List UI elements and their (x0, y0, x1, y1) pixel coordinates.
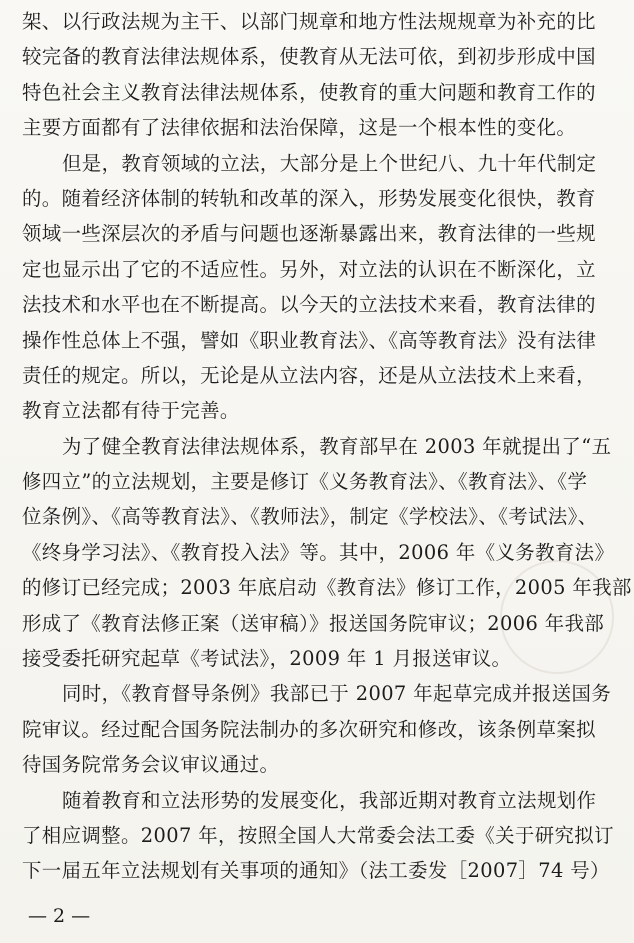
text-line: 同时，《教育督导条例》我部已于 2007 年起草完成并报送国务 (62, 682, 612, 706)
text-line: 特色社会主义教育法律法规体系，使教育的重大问题和教育工作的 (22, 80, 596, 104)
text-line: 形成了《教育法修正案（送审稿）》报送国务院审议；2006 年我部 (22, 611, 605, 635)
text-line: 随着教育和立法形势的发展变化，我部近期对教育立法规划作 (62, 788, 597, 812)
text-line: 架、以行政法规为主干、以部门规章和地方性法规规章为补充的比 (22, 10, 596, 33)
text-line: 的。随着经济体制的转轨和改革的深入，形势发展变化很快，教育 (22, 186, 596, 210)
text-line: 定也显示出了它的不适应性。另外，对立法的认识在不断深化，立 (22, 257, 596, 281)
page-number: — 2 — (28, 905, 91, 927)
text-line: 操作性总体上不强，譬如《职业教育法》、《高等教育法》没有法律 (22, 328, 597, 352)
text-line: 院审议。经过配合国务院法制办的多次研究和修改，该条例草案拟 (22, 717, 596, 741)
text-line: 但是，教育领域的立法，大部分是上个世纪八、九十年代制定 (62, 151, 597, 175)
text-line: 《终身学习法》、《教育投入法》等。其中，2006 年《义务教育法》 (22, 540, 615, 564)
text-line: 位条例》、《高等教育法》、《教师法》，制定《学校法》、《考试法》、 (22, 505, 598, 529)
text-line: 接受委托研究起草《考试法》，2009 年 1 月报送审议。 (22, 647, 512, 671)
text-line: 修四立”的立法规划，主要是修订《义务教育法》、《教育法》、《学 (22, 470, 588, 494)
text-line: 领域一些深层次的矛盾与问题也逐渐暴露出来，教育法律的一些规 (22, 222, 596, 246)
body-text (22, 4, 632, 889)
text-line: 主要方面都有了法律依据和法治保障，这是一个根本性的变化。 (22, 116, 577, 140)
text-line: 责任的规定。所以，无论是从立法内容，还是从立法技术上来看， (22, 363, 596, 387)
text-line: 为了健全教育法律法规体系，教育部早在 2003 年就提出了“五 (62, 434, 612, 458)
text-line: 下一届五年立法规划有关事项的通知》（法工委发［2007］74 号） (22, 859, 610, 883)
text-line: 法技术和水平也在不断提高。以今天的立法技术来看，教育法律的 (22, 293, 596, 317)
text-line: 了相应调整。2007 年，按照全国人大常委会法工委《关于研究拟订 (22, 823, 614, 847)
text-line: 的修订已经完成；2003 年底启动《教育法》修订工作，2005 年我部 (22, 576, 632, 600)
text-line: 较完备的教育法律法规体系，使教育从无法可依，到初步形成中国 (22, 45, 596, 69)
text-line: 待国务院常务会议审议通过。 (22, 753, 280, 777)
text-line: 教育立法都有待于完善。 (22, 399, 240, 423)
